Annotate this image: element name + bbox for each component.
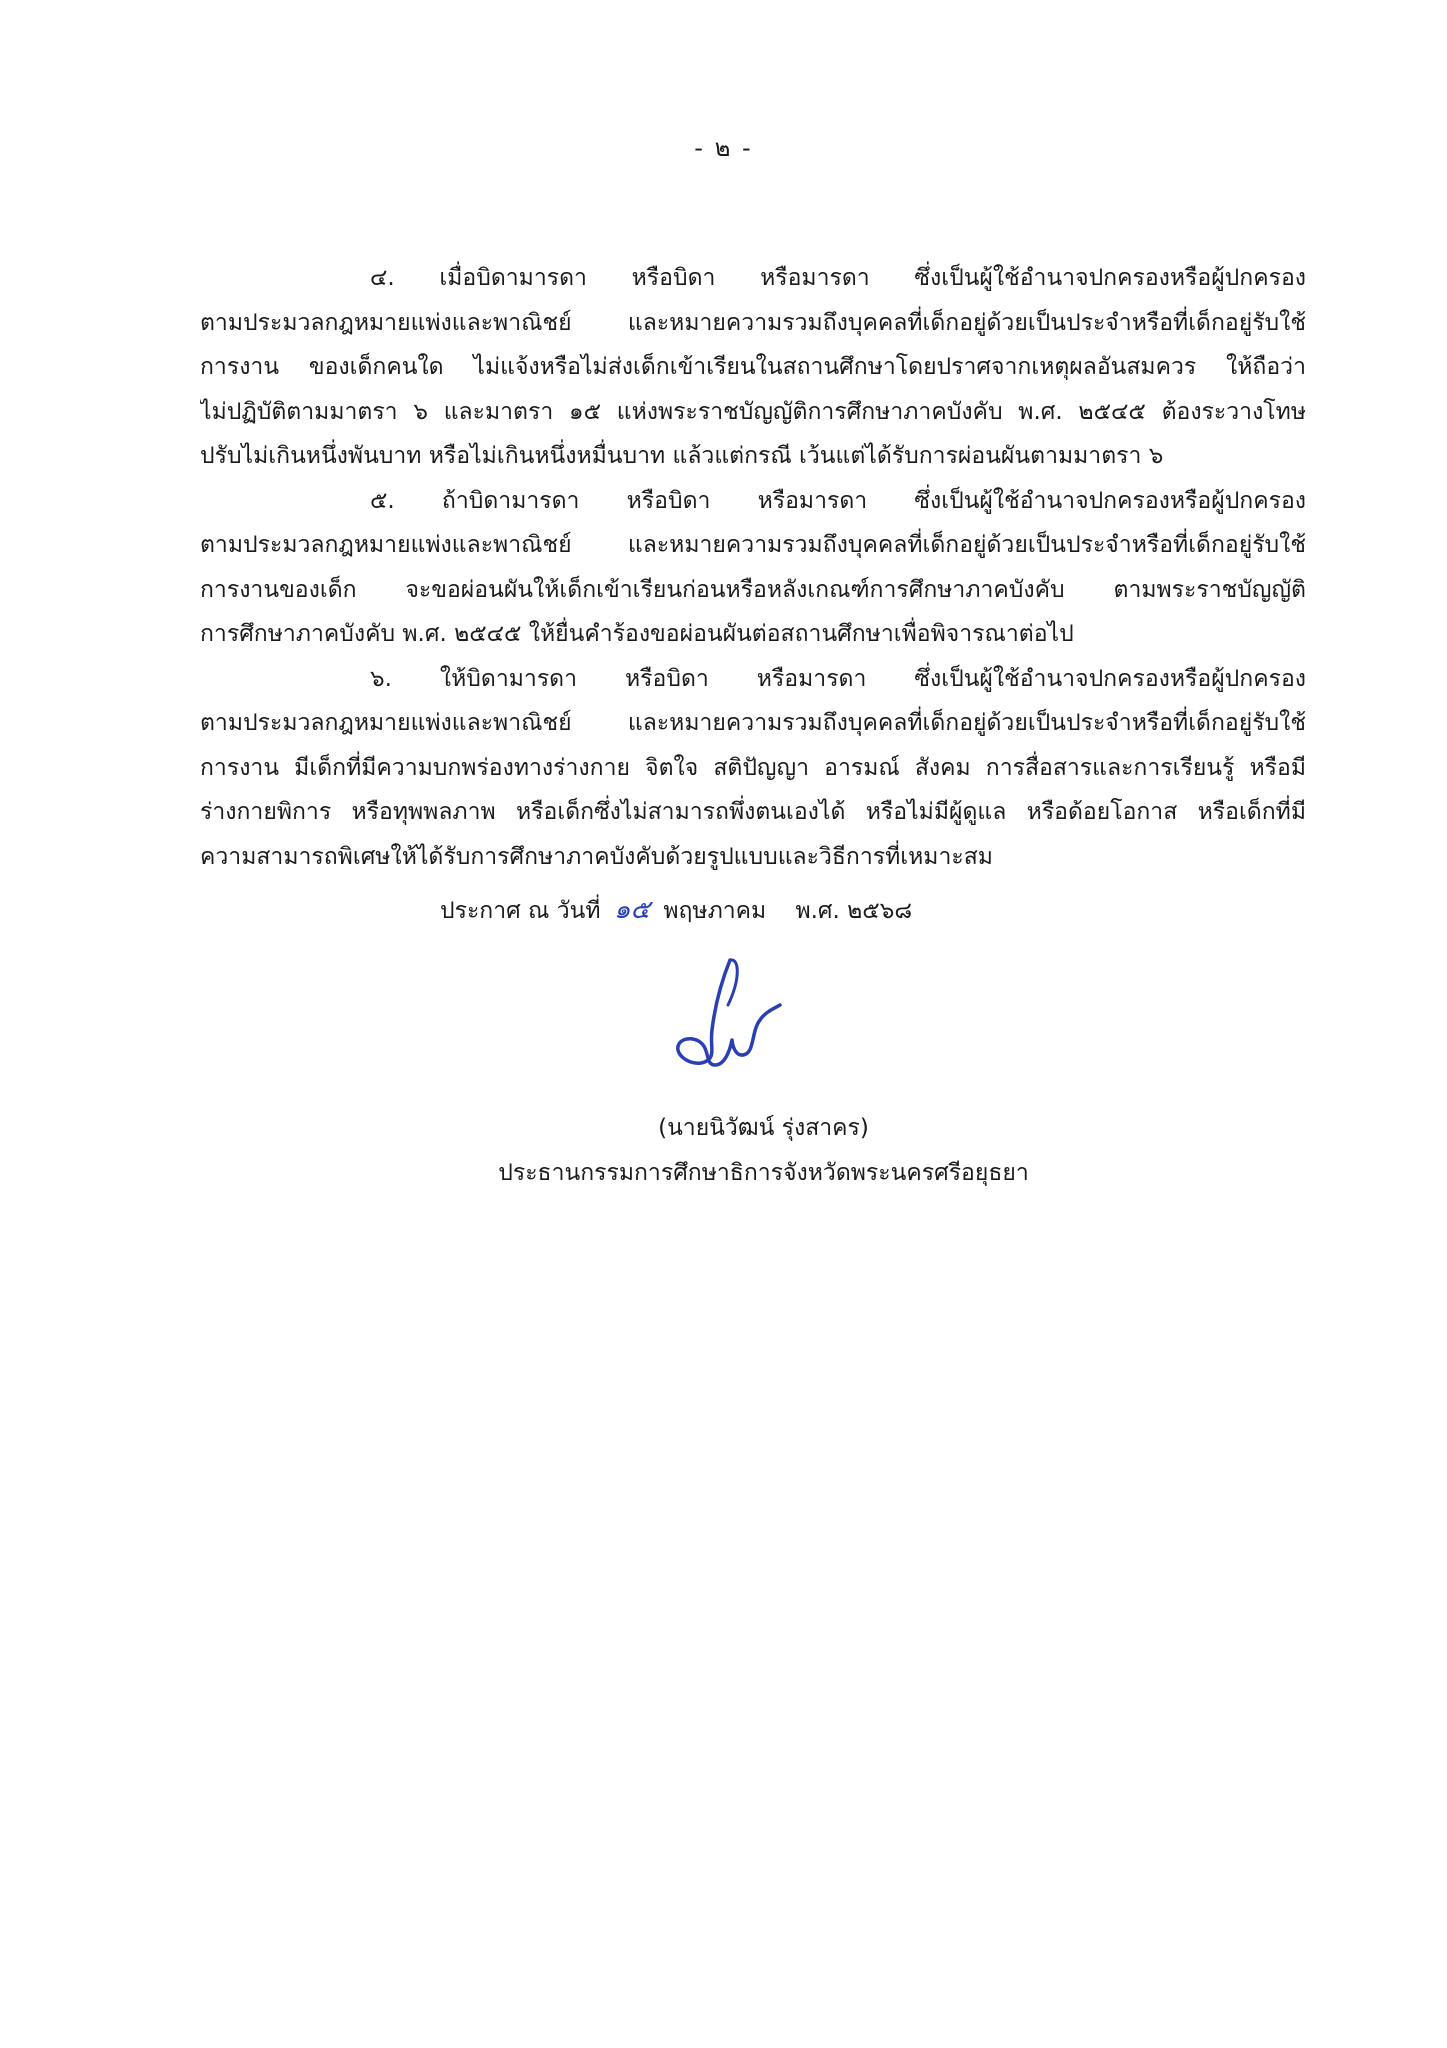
text-line: การงาน มีเด็กที่มีความบกพร่องทางร่างกาย จิตใจ สติปัญญา อารมณ์ สังคม การสื่อสารและการเรียนรู้ หรือมี xyxy=(200,754,1306,781)
signer-name: (นายนิวัฒน์ รุ่งสาคร) xyxy=(658,1115,869,1141)
clause-4 xyxy=(200,256,1306,479)
text-line: ร่างกายพิการ หรือทุพพลภาพ หรือเด็กซึ่งไม่สามารถพึ่งตนเองได้ หรือไม่มีผู้ดูแล หรือด้อยโอกาส หรือเด็กที่มี xyxy=(200,799,1306,825)
text-line: ตามประมวลกฎหมายแพ่งและพาณิชย์ และหมายความรวมถึงบุคคลที่เด็กอยู่ด้วยเป็นประจำหรือที่เด็กอยู่รับใช้ xyxy=(200,710,1306,736)
text-line: การศึกษาภาคบังคับ พ.ศ. ๒๕๔๕ ให้ยื่นคำร้องขอผ่อนผันต่อสถานศึกษาเพื่อพิจารณาต่อไป xyxy=(200,621,1074,647)
text-line: ๕. ถ้าบิดามารดา หรือบิดา หรือมารดา ซึ่งเป็นผู้ใช้อำนาจปกครองหรือผู้ปกครอง xyxy=(370,487,1306,514)
clause-6 xyxy=(200,657,1306,880)
text-line: ปรับไม่เกินหนึ่งพันบาท หรือไม่เกินหนึ่งหมื่นบาท แล้วแต่กรณี เว้นแต่ได้รับการผ่อนผันตามมาตรา ๖ xyxy=(200,443,1164,469)
text-line: การงานของเด็ก จะขอผ่อนผันให้เด็กเข้าเรียนก่อนหรือหลังเกณฑ์การศึกษาภาคบังคับ ตามพระราชบัญญัติ xyxy=(200,576,1306,603)
text-line: ตามประมวลกฎหมายแพ่งและพาณิชย์ และหมายความรวมถึงบุคคลที่เด็กอยู่ด้วยเป็นประจำหรือที่เด็กอยู่รับใช้ xyxy=(200,309,1306,336)
announcement-date xyxy=(440,890,1240,931)
date-day-handwritten: ๑๕ xyxy=(613,895,651,925)
text-line: ๖. ให้บิดามารดา หรือบิดา หรือมารดา ซึ่งเป็นผู้ใช้อำนาจปกครองหรือผู้ปกครอง xyxy=(370,665,1306,692)
text-line: การงาน ของเด็กคนใด ไม่แจ้งหรือไม่ส่งเด็กเข้าเรียนในสถานศึกษาโดยปราศจากเหตุผลอันสมควร ให้ถือว่า xyxy=(200,354,1306,380)
text-line: ความสามารถพิเศษให้ได้รับการศึกษาภาคบังคับด้วยรูปแบบและวิธีการที่เหมาะสม xyxy=(200,843,993,870)
clause-5 xyxy=(200,479,1306,657)
date-month: พฤษภาคม xyxy=(663,898,767,924)
document-body xyxy=(200,256,1306,879)
text-line: ไม่ปฏิบัติตามมาตรา ๖ และมาตรา ๑๕ แห่งพระราชบัญญัติการศึกษาภาคบังคับ พ.ศ. ๒๕๔๕ ต้องระวางโทษ xyxy=(200,398,1306,425)
date-prefix: ประกาศ ณ วันที่ xyxy=(440,898,601,924)
page-number: - ๒ - xyxy=(694,134,753,162)
text-line: ๔. เมื่อบิดามารดา หรือบิดา หรือมารดา ซึ่งเป็นผู้ใช้อำนาจปกครองหรือผู้ปกครอง xyxy=(370,265,1306,291)
signature xyxy=(660,950,800,1090)
text-line: ตามประมวลกฎหมายแพ่งและพาณิชย์ และหมายความรวมถึงบุคคลที่เด็กอยู่ด้วยเป็นประจำหรือที่เด็กอยู่รับใช้ xyxy=(200,532,1306,558)
date-year: พ.ศ. ๒๕๖๘ xyxy=(795,898,913,924)
signer-title: ประธานกรรมการศึกษาธิการจังหวัดพระนครศรีอยุธยา xyxy=(498,1160,1029,1186)
